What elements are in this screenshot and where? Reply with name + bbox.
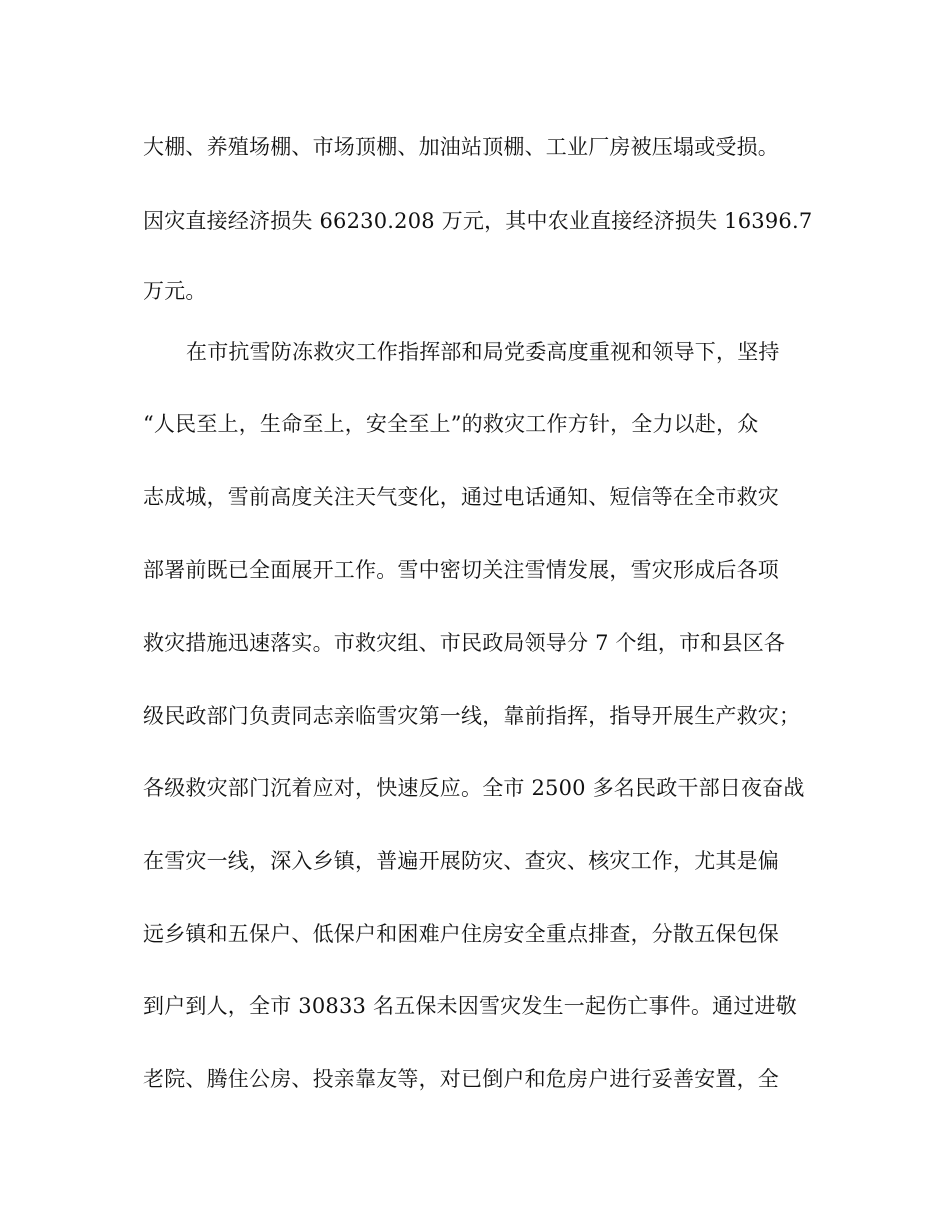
paragraph-first-line: 在市抗雪防冻救灾工作指挥部和局党委高度重视和领导下，坚持 bbox=[186, 340, 780, 364]
text-line: 大棚、养殖场棚、市场顶棚、加油站顶棚、工业厂房被压塌或受损。 bbox=[143, 135, 779, 159]
text-line: 各级救灾部门沉着应对，快速反应。全市 2500 多名民政干部日夜奋战 bbox=[143, 776, 805, 800]
text-line: 级民政部门负责同志亲临雪灾第一线，靠前指挥，指导开展生产救灾； bbox=[143, 704, 801, 728]
text-line: 万元。 bbox=[143, 279, 207, 303]
text-line: 部署前既已全面展开工作。雪中密切关注雪情发展，雪灾形成后各项 bbox=[143, 558, 779, 582]
text-line: 到户到人，全市 30833 名五保未因雪灾发生一起伤亡事件。通过进敬 bbox=[143, 994, 797, 1018]
text-line: 老院、腾住公房、投亲靠友等，对已倒户和危房户进行妥善安置，全 bbox=[143, 1067, 779, 1091]
text-line: 远乡镇和五保户、低保户和困难户住房安全重点排查，分散五保包保 bbox=[143, 922, 779, 946]
text-line: 救灾措施迅速落实。市救灾组、市民政局领导分 7 个组，市和县区各 bbox=[143, 631, 786, 655]
text-line: “人民至上，生命至上，安全至上”的救灾工作方针，全力以赴，众 bbox=[143, 412, 759, 436]
text-line: 在雪灾一线，深入乡镇，普遍开展防灾、查灾、核灾工作，尤其是偏 bbox=[143, 849, 779, 873]
text-line: 志成城，雪前高度关注天气变化，通过电话通知、短信等在全市救灾 bbox=[143, 485, 779, 509]
text-line: 因灾直接经济损失 66230.208 万元，其中农业直接经济损失 16396.7 bbox=[143, 209, 813, 233]
